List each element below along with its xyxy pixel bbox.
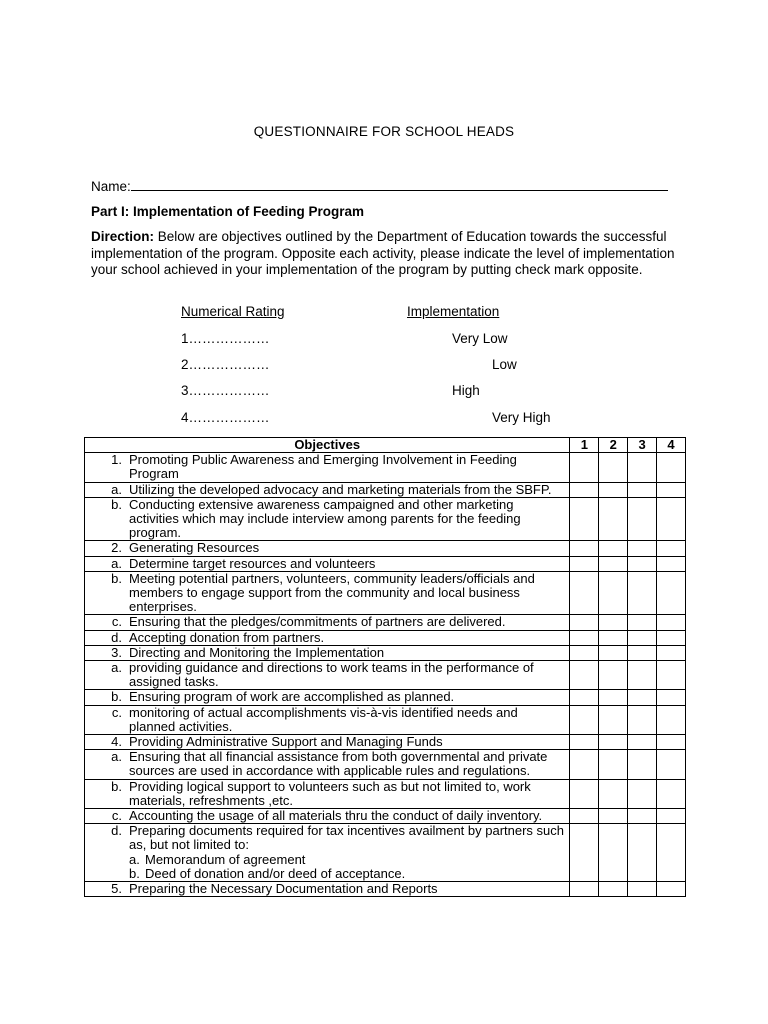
- rating-checkbox-cell-4[interactable]: [657, 497, 686, 541]
- objective-text: Accepting donation from partners.: [129, 629, 325, 645]
- objective-cell: [85, 615, 570, 630]
- objective-cell: [85, 556, 570, 571]
- rating-checkbox-cell-2[interactable]: [599, 615, 628, 630]
- rating-checkbox-cell-4[interactable]: [657, 630, 686, 645]
- rating-checkbox-cell-2[interactable]: [599, 882, 628, 897]
- rating-checkbox-cell-2[interactable]: [599, 556, 628, 571]
- rating-checkbox-cell-3[interactable]: [628, 630, 657, 645]
- objective-cell: [85, 882, 570, 897]
- rating-checkbox-cell-1[interactable]: [570, 556, 599, 571]
- objective-cell: [85, 661, 570, 690]
- objective-marker: 2.: [111, 540, 122, 556]
- objective-cell: [85, 705, 570, 734]
- rating-checkbox-cell-2[interactable]: [599, 661, 628, 690]
- subitem-text: Memorandum of agreement: [145, 851, 306, 867]
- rating-checkbox-cell-1[interactable]: [570, 824, 599, 882]
- rating-checkbox-cell-4[interactable]: [657, 705, 686, 734]
- rating-checkbox-cell-2[interactable]: [599, 630, 628, 645]
- rating-checkbox-cell-3[interactable]: [628, 661, 657, 690]
- objective-text: Promoting Public Awareness and Emerging Involvement in Feeding Program: [129, 452, 517, 482]
- rating-checkbox-cell-3[interactable]: [628, 750, 657, 779]
- rating-checkbox-cell-4[interactable]: [657, 690, 686, 705]
- objective-cell: [85, 497, 570, 541]
- rating-label-3: High: [452, 383, 480, 398]
- table-row: [85, 630, 686, 645]
- rating-checkbox-cell-1[interactable]: [570, 630, 599, 645]
- rating-checkbox-cell-4[interactable]: [657, 453, 686, 482]
- rating-checkbox-cell-2[interactable]: [599, 497, 628, 541]
- rating-checkbox-cell-4[interactable]: [657, 779, 686, 808]
- objective-text: Directing and Monitoring the Implementation: [129, 644, 385, 660]
- rating-checkbox-cell-1[interactable]: [570, 809, 599, 824]
- rating-number-2: 2………………: [181, 357, 270, 372]
- rating-checkbox-cell-1[interactable]: [570, 661, 599, 690]
- rating-checkbox-cell-4[interactable]: [657, 735, 686, 750]
- objective-cell: [85, 735, 570, 750]
- rating-checkbox-cell-4[interactable]: [657, 882, 686, 897]
- objective-text: Ensuring program of work are accomplished as planned.: [129, 689, 455, 705]
- rating-checkbox-cell-4[interactable]: [657, 824, 686, 882]
- objective-text: Determine target resources and volunteers: [129, 555, 376, 571]
- rating-checkbox-cell-1[interactable]: [570, 541, 599, 556]
- rating-checkbox-cell-3[interactable]: [628, 645, 657, 660]
- objective-text: Meeting potential partners, volunteers, community leaders/officials and members to engage support from the community and local business enterprises.: [129, 570, 535, 615]
- name-blank-line[interactable]: [131, 178, 668, 191]
- objective-cell: [85, 482, 570, 497]
- rating-checkbox-cell-4[interactable]: [657, 541, 686, 556]
- rating-number-4: 4………………: [181, 410, 270, 425]
- objective-cell: [85, 690, 570, 705]
- table-row: [85, 750, 686, 779]
- subitem-marker: a.: [129, 851, 140, 867]
- rating-checkbox-cell-2[interactable]: [599, 571, 628, 615]
- rating-checkbox-cell-1[interactable]: [570, 705, 599, 734]
- rating-checkbox-cell-3[interactable]: [628, 453, 657, 482]
- table-row: [85, 615, 686, 630]
- objective-text: Preparing documents required for tax incentives availment by partners such as, but not limited to:: [129, 823, 564, 853]
- part-heading: Part I: Implementation of Feeding Program: [91, 204, 365, 219]
- objective-text: Conducting extensive awareness campaigned and other marketing activities which may include interview among parents for the feeding program.: [129, 496, 521, 541]
- objective-marker: a.: [111, 555, 122, 571]
- table-row: [85, 645, 686, 660]
- table-row: [85, 779, 686, 808]
- rating-number-1: 1………………: [181, 331, 270, 346]
- numerical-rating-header: Numerical Rating: [181, 304, 285, 319]
- objective-marker: c.: [111, 614, 122, 630]
- objective-cell: [85, 824, 570, 882]
- rating-checkbox-cell-3[interactable]: [628, 482, 657, 497]
- rating-col-header-3: 3: [628, 438, 657, 453]
- direction-text: Below are objectives outlined by the Department of Education towards the successful implementation of the program. Opposite each activity, please indicate the level of implementation your school achieved in your implementation of the program by putting check mark opposite.: [91, 229, 675, 277]
- rating-checkbox-cell-1[interactable]: [570, 735, 599, 750]
- rating-checkbox-cell-4[interactable]: [657, 556, 686, 571]
- rating-checkbox-cell-2[interactable]: [599, 482, 628, 497]
- objective-marker: a.: [111, 749, 122, 765]
- objective-text: Providing logical support to volunteers such as but not limited to, work materials, refreshments ,etc.: [129, 778, 531, 808]
- name-label: Name:: [91, 179, 131, 194]
- table-row: [85, 541, 686, 556]
- table-row: [85, 556, 686, 571]
- objective-text: monitoring of actual accomplishments vis-à-vis identified needs and planned activities.: [129, 704, 518, 734]
- rating-checkbox-cell-3[interactable]: [628, 497, 657, 541]
- objective-text: Generating Resources: [129, 540, 260, 556]
- objective-text: Accounting the usage of all materials thru the conduct of daily inventory.: [129, 808, 543, 824]
- direction-paragraph: [91, 229, 681, 279]
- objective-text: providing guidance and directions to work teams in the performance of assigned tasks.: [129, 660, 534, 690]
- objective-marker: d.: [111, 823, 122, 839]
- table-header-row: [85, 438, 686, 453]
- rating-checkbox-cell-2[interactable]: [599, 705, 628, 734]
- objective-text: Ensuring that the pledges/commitments of partners are delivered.: [129, 614, 506, 630]
- table-row: [85, 882, 686, 897]
- rating-checkbox-cell-1[interactable]: [570, 482, 599, 497]
- rating-checkbox-cell-3[interactable]: [628, 615, 657, 630]
- objective-marker: 5.: [111, 881, 122, 897]
- rating-checkbox-cell-1[interactable]: [570, 571, 599, 615]
- subitem-text: Deed of donation and/or deed of acceptance.: [145, 865, 406, 881]
- objectives-header: Objectives: [85, 438, 570, 453]
- rating-checkbox-cell-4[interactable]: [657, 645, 686, 660]
- rating-checkbox-cell-2[interactable]: [599, 750, 628, 779]
- rating-col-header-1: 1: [570, 438, 599, 453]
- objective-marker: c.: [111, 808, 122, 824]
- objective-marker: b.: [111, 496, 122, 512]
- rating-checkbox-cell-2[interactable]: [599, 690, 628, 705]
- table-row: [85, 482, 686, 497]
- rating-checkbox-cell-2[interactable]: [599, 541, 628, 556]
- rating-checkbox-cell-2[interactable]: [599, 824, 628, 882]
- rating-col-header-4: 4: [657, 438, 686, 453]
- rating-label-2: Low: [492, 357, 517, 372]
- rating-checkbox-cell-4[interactable]: [657, 571, 686, 615]
- objective-cell: [85, 645, 570, 660]
- table-row: [85, 809, 686, 824]
- table-row: [85, 735, 686, 750]
- objective-marker: a.: [111, 660, 122, 676]
- objective-cell: [85, 453, 570, 482]
- objective-cell: [85, 571, 570, 615]
- table-row: [85, 497, 686, 541]
- table-row: [85, 705, 686, 734]
- rating-checkbox-cell-4[interactable]: [657, 661, 686, 690]
- objective-cell: [85, 779, 570, 808]
- rating-label-1: Very Low: [452, 331, 508, 346]
- rating-checkbox-cell-4[interactable]: [657, 615, 686, 630]
- objective-marker: d.: [111, 629, 122, 645]
- objective-text: Preparing the Necessary Documentation and Reports: [129, 881, 438, 897]
- rating-checkbox-cell-3[interactable]: [628, 705, 657, 734]
- rating-checkbox-cell-3[interactable]: [628, 882, 657, 897]
- rating-checkbox-cell-4[interactable]: [657, 809, 686, 824]
- rating-checkbox-cell-1[interactable]: [570, 690, 599, 705]
- rating-checkbox-cell-4[interactable]: [657, 750, 686, 779]
- rating-checkbox-cell-3[interactable]: [628, 556, 657, 571]
- rating-checkbox-cell-1[interactable]: [570, 453, 599, 482]
- rating-checkbox-cell-1[interactable]: [570, 615, 599, 630]
- table-row: [85, 571, 686, 615]
- rating-checkbox-cell-3[interactable]: [628, 571, 657, 615]
- objective-text: Utilizing the developed advocacy and marketing materials from the SBFP.: [129, 481, 552, 497]
- objective-marker: b.: [111, 778, 122, 794]
- objective-cell: [85, 630, 570, 645]
- rating-checkbox-cell-2[interactable]: [599, 779, 628, 808]
- implementation-header: Implementation: [407, 304, 500, 319]
- rating-checkbox-cell-3[interactable]: [628, 735, 657, 750]
- direction-label: Direction:: [91, 229, 155, 244]
- objective-marker: 1.: [111, 452, 122, 468]
- rating-number-3: 3………………: [181, 383, 270, 398]
- objective-cell: [85, 750, 570, 779]
- rating-checkbox-cell-3[interactable]: [628, 690, 657, 705]
- objective-text: Providing Administrative Support and Managing Funds: [129, 734, 443, 750]
- objective-marker: 3.: [111, 644, 122, 660]
- page-title: QUESTIONNAIRE FOR SCHOOL HEADS: [253, 124, 515, 139]
- rating-checkbox-cell-1[interactable]: [570, 645, 599, 660]
- objectives-table: [84, 437, 686, 897]
- rating-checkbox-cell-1[interactable]: [570, 750, 599, 779]
- rating-checkbox-cell-3[interactable]: [628, 824, 657, 882]
- rating-checkbox-cell-2[interactable]: [599, 453, 628, 482]
- rating-col-header-2: 2: [599, 438, 628, 453]
- objective-marker: b.: [111, 570, 122, 586]
- objective-marker: a.: [111, 481, 122, 497]
- rating-checkbox-cell-2[interactable]: [599, 645, 628, 660]
- subitem-marker: b.: [129, 865, 140, 881]
- rating-checkbox-cell-4[interactable]: [657, 482, 686, 497]
- rating-checkbox-cell-1[interactable]: [570, 497, 599, 541]
- objectives-body: [85, 453, 686, 897]
- rating-checkbox-cell-2[interactable]: [599, 809, 628, 824]
- objective-marker: c.: [111, 704, 122, 720]
- rating-label-4: Very High: [492, 410, 551, 425]
- rating-checkbox-cell-1[interactable]: [570, 779, 599, 808]
- rating-checkbox-cell-2[interactable]: [599, 735, 628, 750]
- objective-cell: [85, 809, 570, 824]
- table-row: [85, 690, 686, 705]
- table-row: [85, 661, 686, 690]
- table-row: [85, 824, 686, 882]
- rating-checkbox-cell-3[interactable]: [628, 779, 657, 808]
- objective-marker: b.: [111, 689, 122, 705]
- objective-marker: 4.: [111, 734, 122, 750]
- rating-checkbox-cell-3[interactable]: [628, 809, 657, 824]
- objective-cell: [85, 541, 570, 556]
- objective-text: Ensuring that all financial assistance from both governmental and private sources are used in accordance with applicable rules and regulations.: [129, 749, 548, 779]
- rating-checkbox-cell-3[interactable]: [628, 541, 657, 556]
- table-row: [85, 453, 686, 482]
- name-field[interactable]: [91, 178, 668, 194]
- rating-checkbox-cell-1[interactable]: [570, 882, 599, 897]
